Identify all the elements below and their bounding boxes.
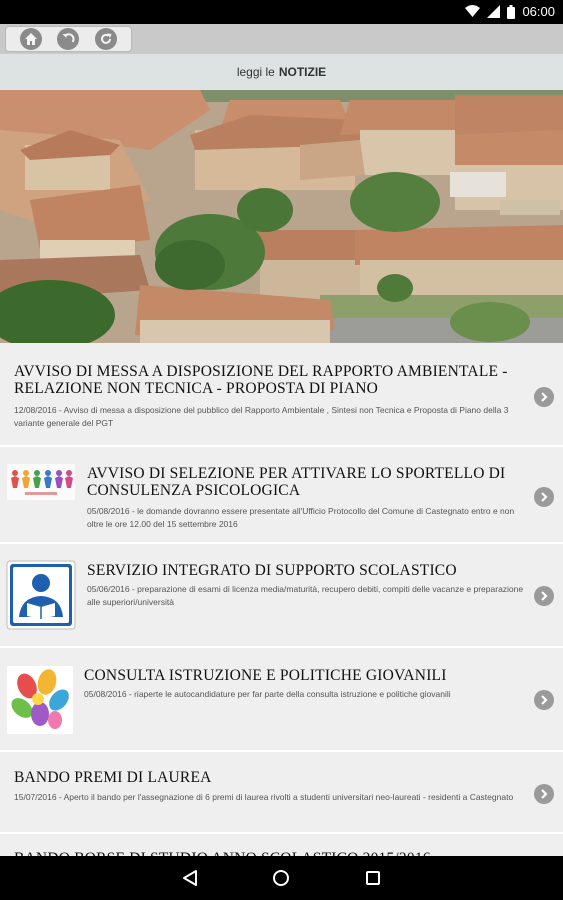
home-circle-icon [272, 869, 290, 887]
battery-icon [507, 5, 515, 19]
item-chevron-button[interactable] [534, 487, 554, 507]
item-desc: 05/08/2016 - le domande dovranno essere presentate all'Ufficio Protocollo del Comune di Castegnato entro e non oltre le ore 12.00 del 15 settembre 2016 [87, 506, 515, 529]
reload-button[interactable] [95, 28, 117, 50]
reader-thumbnail [7, 561, 75, 629]
hero-town-photo [0, 90, 563, 343]
wifi-icon [465, 5, 480, 18]
chevron-right-icon [539, 695, 549, 705]
item-title: AVVISO DI MESSA A DISPOSIZIONE DEL RAPPORTO AMBIENTALE - RELAZIONE NON TECNICA - PROPOSTA DI PIANO [14, 363, 508, 397]
chevron-right-icon [539, 492, 549, 502]
reader-icon [7, 561, 75, 629]
reload-icon [99, 32, 113, 46]
item-chevron-button[interactable] [534, 387, 554, 407]
recents-square-icon [365, 870, 381, 886]
people-group-icon [7, 464, 75, 500]
navigation-bar [0, 856, 563, 900]
item-desc: 15/07/2016 - Aperto il bando per l'assegnazione di 6 premi di laurea rivolti a studenti universitari neo-laureati - residenti a Castegnato [14, 792, 514, 802]
list-item[interactable] [0, 544, 563, 648]
toolbar-button-group [5, 26, 132, 52]
toolbar [0, 24, 563, 54]
status-bar [0, 0, 563, 24]
signal-icon [487, 5, 500, 18]
thumbnail-image [7, 464, 75, 500]
item-chevron-button[interactable] [534, 690, 554, 710]
chevron-right-icon [539, 789, 549, 799]
news-list [0, 343, 563, 856]
news-header-prefix: leggi le [236, 65, 275, 79]
news-header[interactable] [0, 54, 563, 90]
item-desc: 12/08/2016 - Avviso di messa a disposizione del pubblico del Rapporto Ambientale , Sintesi non Tecnica e Proposta di Piano della 3 variante generale del PGT [14, 405, 509, 428]
hands-thumbnail [7, 666, 73, 734]
list-item[interactable] [0, 648, 563, 752]
chevron-right-icon [539, 591, 549, 601]
news-header-bold: NOTIZIE [278, 65, 327, 79]
item-chevron-button[interactable] [534, 586, 554, 606]
nav-home-button[interactable] [269, 866, 293, 890]
item-desc: 05/06/2016 - preparazione di esami di licenza media/maturità, recupero debiti, compiti delle vacanze e preparazione alle superiori/università [87, 584, 524, 607]
home-icon [24, 32, 38, 46]
colored-hands-icon [7, 666, 73, 734]
list-item[interactable] [0, 343, 563, 447]
item-title: CONSULTA ISTRUZIONE E POLITICHE GIOVANILI [84, 667, 447, 684]
item-title: SERVIZIO INTEGRATO DI SUPPORTO SCOLASTICO [87, 562, 457, 579]
item-title: BANDO PREMI DI LAUREA [14, 769, 212, 786]
status-icons [465, 4, 555, 19]
item-title: AVVISO DI SELEZIONE PER ATTIVARE LO SPORTELLO DI CONSULENZA PSICOLOGICA [87, 465, 506, 499]
item-chevron-button[interactable] [534, 784, 554, 804]
undo-icon [61, 32, 75, 46]
back-button[interactable] [57, 28, 79, 50]
nav-recents-button[interactable] [361, 866, 385, 890]
town-illustration [0, 90, 563, 343]
back-triangle-icon [182, 869, 198, 887]
item-desc: 05/08/2016 - riaperte le autocandidature per far parte della consulta istruzione e politiche giovanili [84, 689, 451, 699]
nav-back-button[interactable] [178, 866, 202, 890]
chevron-right-icon [539, 392, 549, 402]
list-item[interactable] [0, 447, 563, 544]
list-item[interactable] [0, 752, 563, 834]
status-time: 06:00 [522, 4, 555, 19]
home-button[interactable] [20, 28, 42, 50]
